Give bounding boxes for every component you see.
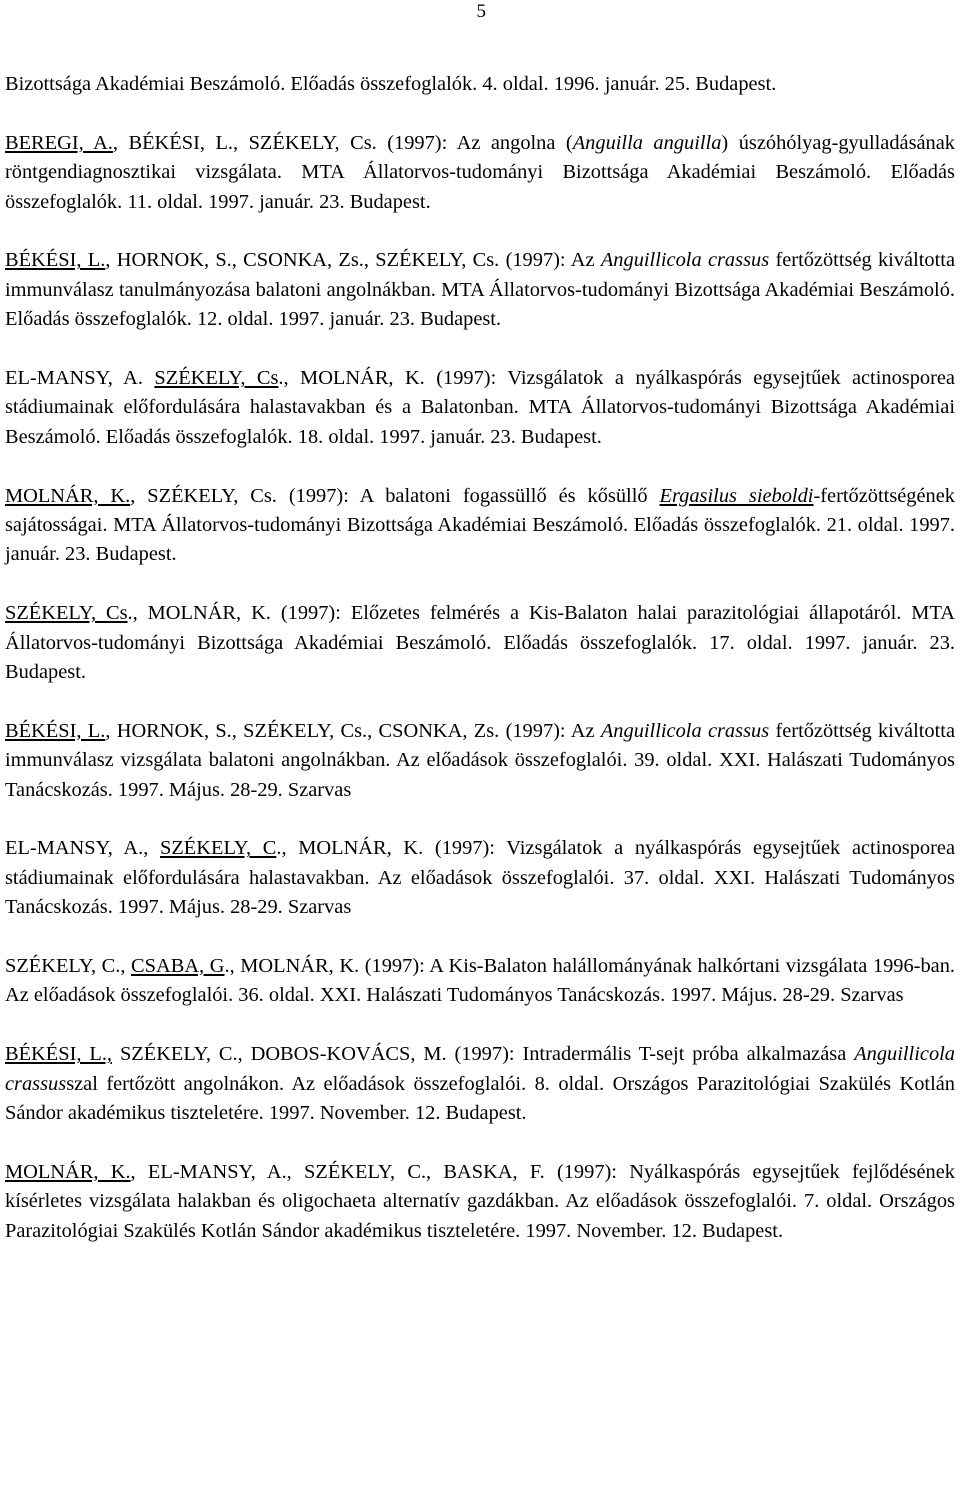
reference-text: szal fertőzött angolnákon. Az előadások összefoglalói. 8. oldal. Országos Parazitológiai Szakülés Kotlán Sándor akadémikus tiszteletére. 1997. November. 12. Budapest. <box>5 1072 955 1125</box>
reference-author-highlight: BEREGI, A. <box>5 131 113 154</box>
species-name: Ergasilus sieboldi <box>659 484 814 507</box>
page-number: 5 <box>476 1 486 22</box>
reference-author-highlight: BÉKÉSI, L. <box>5 249 106 272</box>
reference-author-highlight: SZÉKELY, C <box>160 837 277 860</box>
reference-entry <box>5 129 955 217</box>
reference-text: , HORNOK, S., CSONKA, Zs., SZÉKELY, Cs. (1997): Az <box>105 249 601 272</box>
reference-entry <box>5 952 955 1011</box>
reference-text: EL-MANSY, A. <box>5 367 155 390</box>
reference-author-highlight: CSABA, G <box>131 955 225 978</box>
reference-text: fertőzöttség kiváltotta immunválasz tanulmányozása balatoni angolnákban. MTA Állatorvos-tudományi Bizottsága Akadémiai Beszámoló. Előadás összefoglalók. 12. oldal. 1997. január. 23. Budapest. <box>5 249 955 331</box>
reference-text: fertőzöttség kiváltotta immunválasz vizsgálata balatoni angolnákban. Az előadások összefoglalói. 39. oldal. XXI. Halászati Tudományos Tanácskozás. 1997. Május. 28-29. Szarvas <box>5 719 955 801</box>
reference-entry <box>5 70 955 99</box>
reference-text: , HORNOK, S., SZÉKELY, Cs., CSONKA, Zs. (1997): Az <box>105 719 601 742</box>
reference-author-highlight: MOLNÁR, K. <box>5 1160 131 1183</box>
reference-text: , BÉKÉSI, L., SZÉKELY, Cs. (1997): Az angolna ( <box>112 131 573 154</box>
reference-text: Bizottsága Akadémiai Beszámoló. Előadás összefoglalók. 4. oldal. 1996. január. 25. Budapest. <box>5 73 777 95</box>
reference-text: , SZÉKELY, Cs. (1997): A balatoni fogassüllő és kősüllő <box>130 484 660 507</box>
reference-list <box>5 70 955 1275</box>
reference-text: ., MOLNÁR, K. (1997): A Kis-Balaton halállományának halkórtani vizsgálata 1996-ban. Az előadások összefoglalói. 36. oldal. XXI. Halászati Tudományos Tanácskozás. 1997. Május. 28-29. Szarvas <box>5 955 955 1007</box>
species-name: Anguillicola crassus <box>600 249 770 272</box>
reference-entry <box>5 1040 955 1128</box>
reference-entry <box>5 246 955 334</box>
species-name: Anguillicola crassus <box>5 1043 955 1095</box>
reference-text: -fertőzöttségének sajátosságai. MTA Állatorvos-tudományi Bizottsága Akadémiai Beszámoló. Előadás összefoglalók. 21. oldal. 1997. január. 23. Budapest. <box>5 484 955 566</box>
reference-author-highlight: BÉKÉSI, L., <box>5 1043 113 1066</box>
reference-text: ., MOLNÁR, K. (1997): Előzetes felmérés a Kis-Balaton halai parazitológiai állapotáról. MTA Állatorvos-tudományi Bizottsága Akadémiai Beszámoló. Előadás összefoglalók. 17. oldal. 1997. január. 23. Budapest. <box>5 602 955 684</box>
reference-text: ) úszóhólyag-gyulladásának röntgendiagnosztikai vizsgálata. MTA Állatorvos-tudományi Bizottsága Akadémiai Beszámoló. Előadás összefoglalók. 11. oldal. 1997. január. 23. Budapest. <box>5 131 955 213</box>
reference-text: ., MOLNÁR, K. (1997): Vizsgálatok a nyálkaspórás egysejtűek actinosporea stádiumainak előfordulására halastavakban és a Balatonban. MTA Állatorvos-tudományi Bizottsága Akadémiai Beszámoló. Előadás összefoglalók. 18. oldal. 1997. január. 23. Budapest. <box>5 367 955 448</box>
reference-entry <box>5 1158 955 1246</box>
reference-author-highlight: BÉKÉSI, L. <box>5 719 106 742</box>
reference-entry <box>5 834 955 922</box>
reference-text: , EL-MANSY, A., SZÉKELY, C., BASKA, F. (1997): Nyálkaspórás egysejtűek fejlődésének kísérletes vizsgálata halakban és oligochaeta alternatív gazdákban. Az előadások összefoglalói. 7. oldal. Országos Parazitológiai Szakülés Kotlán Sándor akadémikus tiszteletére. 1997. November. 12. Budapest. <box>5 1160 955 1242</box>
reference-author-highlight: SZÉKELY, Cs <box>5 602 128 625</box>
reference-text: EL-MANSY, A., <box>5 837 161 860</box>
species-name: Anguillicola crassus <box>600 719 770 742</box>
reference-text: SZÉKELY, C., DOBOS-KOVÁCS, M. (1997): Intradermális T-sejt próba alkalmazása <box>112 1043 855 1066</box>
reference-entry <box>5 482 955 570</box>
reference-author-highlight: SZÉKELY, Cs <box>154 367 279 390</box>
reference-entry <box>5 599 955 687</box>
reference-text: ., MOLNÁR, K. (1997): Vizsgálatok a nyálkaspórás egysejtűek actinosporea stádiumainak előfordulására halastavakban. Az előadások összefoglalói. 37. oldal. XXI. Halászati Tudományos Tanácskozás. 1997. Május. 28-29. Szarvas <box>5 837 955 919</box>
reference-text: SZÉKELY, C., <box>5 955 132 978</box>
reference-entry <box>5 364 955 452</box>
reference-entry <box>5 717 955 805</box>
reference-author-highlight: MOLNÁR, K. <box>5 484 131 507</box>
species-name: Anguilla anguilla <box>572 131 722 154</box>
